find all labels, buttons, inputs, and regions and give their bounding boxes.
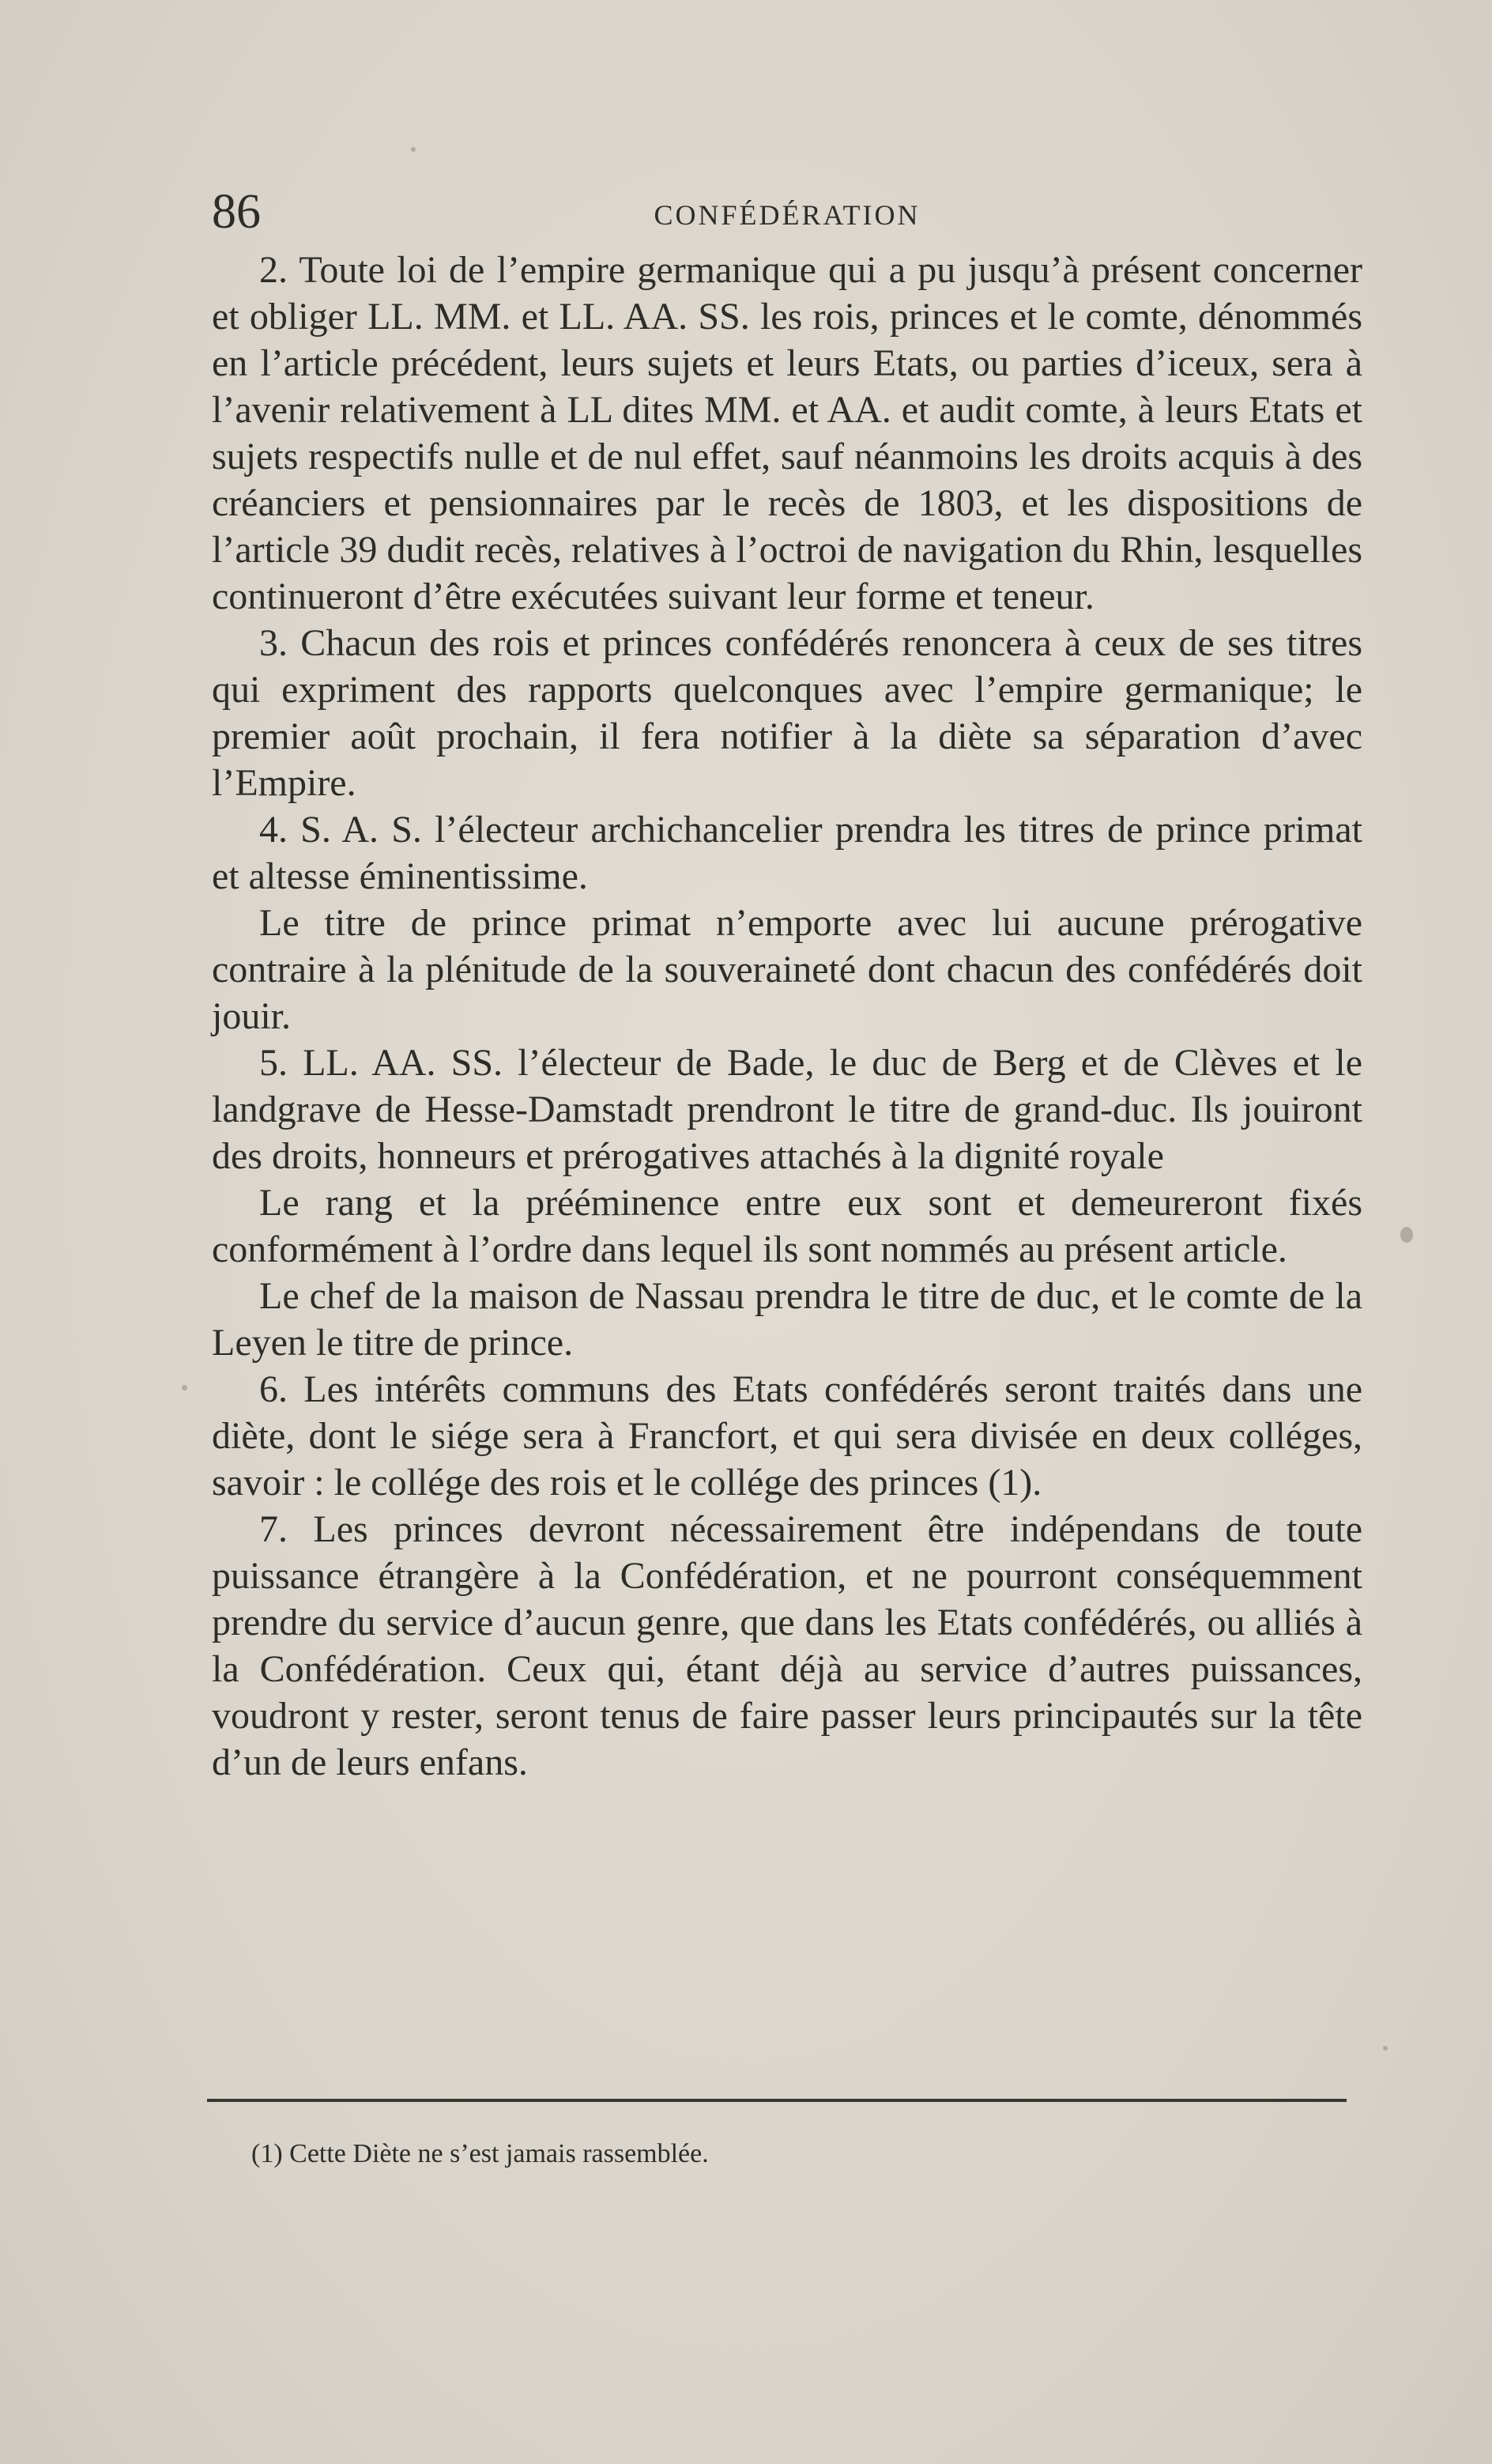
paragraph-article-3: 3. Chacun des rois et princes confédérés renoncera à ceux de ses titres qui expriment des rapports quelconques avec l’empire germanique; le premier août prochain, il fera notifier à la diète sa séparation d’avec l’Empire. bbox=[212, 622, 1362, 804]
paragraph-prince-primat: Le titre de prince primat n’emporte avec lui aucune prérogative contraire à la plénitude de la souveraineté dont chacun des confédérés doit jouir. bbox=[212, 902, 1362, 1037]
footnote: (1) Cette Diète ne s’est jamais rassemblée. bbox=[251, 2139, 709, 2168]
running-head: CONFÉDÉRATION bbox=[654, 199, 921, 231]
paragraph-article-5: 5. LL. AA. SS. l’électeur de Bade, le duc de Berg et de Clèves et le landgrave de Hesse-Damstadt prendront le titre de grand-duc. Ils jouiront des droits, honneurs et prérogatives attachés à la dignité royale bbox=[212, 1042, 1362, 1177]
paper-spot bbox=[1383, 2046, 1388, 2051]
paragraph-article-4: 4. S. A. S. l’électeur archichancelier prendra les titres de prince primat et altesse éminentissime. bbox=[212, 809, 1362, 897]
paragraph-rang: Le rang et la prééminence entre eux sont et demeureront fixés conformément à l’ordre dans lequel ils sont nommés au présent article. bbox=[212, 1182, 1362, 1270]
paragraph-nassau: Le chef de la maison de Nassau prendra le titre de duc, et le comte de la Leyen le titre de prince. bbox=[212, 1275, 1362, 1364]
paper-spot bbox=[411, 147, 416, 152]
paragraph-article-2: 2. Toute loi de l’empire germanique qui a pu jusqu’à présent concerner et obliger LL. MM. et LL. AA. SS. les rois, princes et le comte, dénommés en l’article précédent, leurs sujets et leurs Etats, ou parties d’iceux, sera à l’avenir relativement à LL dites MM. et AA. et audit comte, à leurs Etats et sujets respectifs nulle et de nul effet, sauf néanmoins les droits acquis à des créanciers et pensionnaires par le recès de 1803, et les dispositions de l’article 39 dudit recès, relatives à l’octroi de navigation du Rhin, lesquelles continueront d’être exécutées suivant leur forme et teneur. bbox=[212, 249, 1362, 617]
paragraph-article-6: 6. Les intérêts communs des Etats confédérés seront traités dans une diète, dont le siége sera à Francfort, et qui sera divisée en deux colléges, savoir : le collége des rois et le collége des princes (1). bbox=[212, 1368, 1362, 1504]
paragraph-article-7: 7. Les princes devront nécessairement être indépendans de toute puissance étrangère à la Confédération, et ne pourront conséquemment prendre du service d’aucun genre, que dans les Etats confédérés, ou alliés à la Confédération. Ceux qui, étant déjà au service d’autres puissances, voudront y rester, seront tenus de faire passer leurs principautés sur la tête d’un de leurs enfans. bbox=[212, 1508, 1362, 1783]
page-header bbox=[212, 180, 1362, 243]
body-text bbox=[212, 247, 1362, 1786]
paper-spot bbox=[1400, 1227, 1413, 1243]
footnote-rule bbox=[207, 2099, 1347, 2102]
paper-spot bbox=[182, 1385, 187, 1390]
page-number: 86 bbox=[212, 185, 261, 239]
